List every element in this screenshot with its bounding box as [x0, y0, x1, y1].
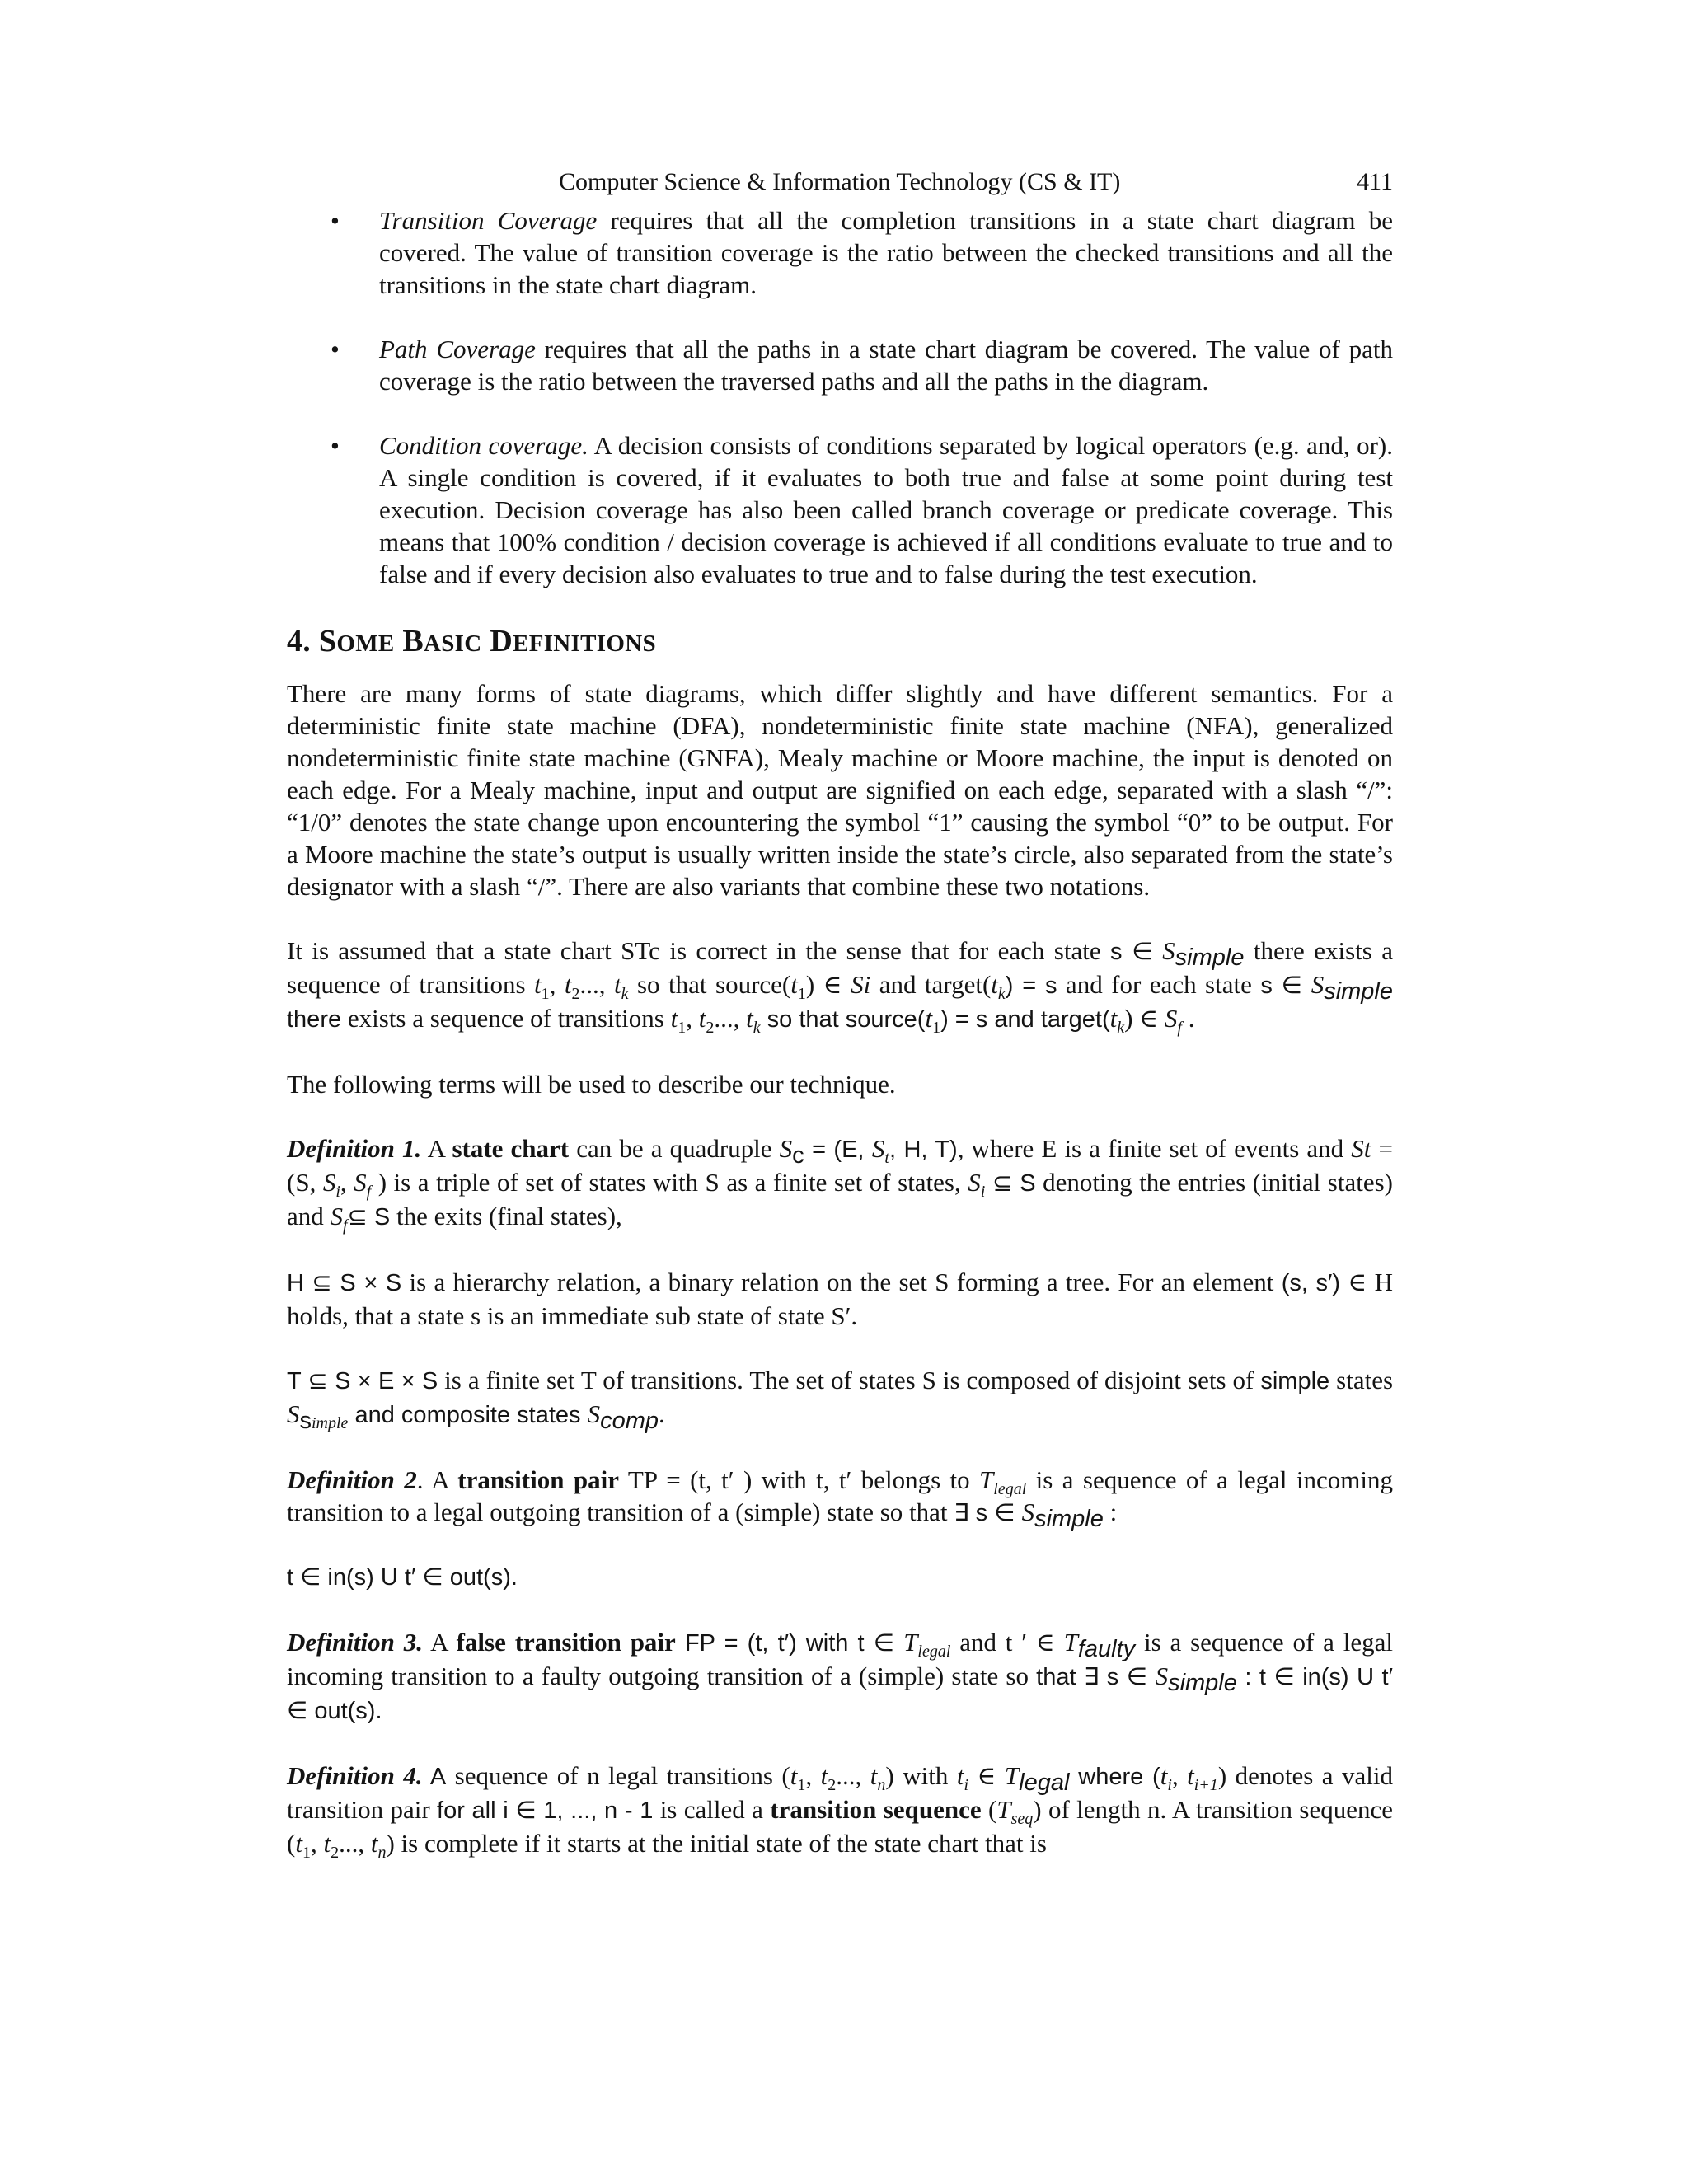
- list-item-text: requires that all the paths in a state chart diagram be covered. The value of path coverage is the ratio between the traversed paths and all the paths in the diagram.: [379, 335, 1393, 396]
- page-number: 411: [1357, 168, 1393, 195]
- bullet-icon: •: [331, 431, 340, 460]
- journal-title: Computer Science & Information Technology (CS & IT): [559, 168, 1121, 195]
- section-heading: 4. SOME BASIC DEFINITIONS: [287, 624, 656, 658]
- definition-4: Definition 4. A sequence of n legal transitions ($t_1$, $t_2$..., $t_n$) with $t_i$ ∈ $T_{legal}$ where ($t_i$, $t_{i+1}$) denotes a valid transition pair for all i ∈ 1, ..., n - 1 is called a transition sequence $(T_{seq})$ of length n. A transition sequence ($t_1$, $t_2$..., $t_n$) is complete if it starts at the initial state of the state chart that is: [287, 1761, 1394, 1863]
- list-item: [287, 333, 1393, 397]
- page-content: [287, 168, 1393, 1891]
- list-item: [287, 204, 1393, 301]
- definition-1: Definition 1. A state chart can be a quadruple $S_c = (E$, $S_t$, H, T), where E is a finite set of events and St = (S, $S_i$, $S_f$ ) is a triple of set of states with S as a finite set of states, $S_i$ ⊆ S denoting the entries (initial states) and $S_f⊆$ S the exits (final states),: [287, 1134, 1393, 1235]
- transition-set: T ⊆ S × E × S is a finite set T of transitions. The set of states S is composed of disjoint sets of simple states $S_{simple}$ and composite states $S_{comp}$.: [287, 1366, 1394, 1435]
- transition-pair-formula: t ∈ in(s) U t′ ∈ out(s).: [287, 1564, 518, 1591]
- list-item: [287, 429, 1393, 590]
- definition-2: Definition 2. A transition pair TP = (t, t′ ) with t, t′ belongs to $T_{legal}$ is a sequence of a legal incoming transition to a legal outgoing transition of a (simple) state so that ∃ s ∈ $S_{simple}$ :: [287, 1465, 1393, 1533]
- assumption-paragraph: It is assumed that a state chart STc is correct in the sense that for each state s ∈ $S_{simple}$ there exists a sequence of transitions $t_1$, $t_2$..., $t_k$ so that $source(t_1)$ ∈ Si and $target(t_k) = s$ and for each state s ∈ $S_{simple}$ there exists a sequence of transitions $t_1$, $t_2$..., $t_k$ so that $source(t_1) = s$ and $target(t_k)$ ∈ $S_f$ .: [287, 936, 1393, 1038]
- list-item-lead: Transition Coverage: [379, 206, 598, 235]
- coverage-criteria-list: [287, 204, 1393, 590]
- running-header: [287, 168, 1393, 204]
- list-item-text: A decision consists of conditions separated by logical operators (e.g. and, or). A single condition is covered, if it evaluates to both true and false at some point during test execution. Decision coverage has also been called branch coverage or predicate coverage. This means that 100% condition / decision coverage is achieved if all conditions evaluate to true and to false and if every decision also evaluates to true and to false during the test execution.: [379, 431, 1393, 588]
- intro-paragraph: There are many forms of state diagrams, which differ slightly and have different semantics. For a deterministic finite state machine (DFA), nondeterministic finite state machine (NFA), generalized nondeterministic finite state machine (GNFA), Mealy machine or Moore machine, the input is denoted on each edge. For a Mealy machine, input and output are signified on each edge, separated with a slash “/”: “1/0” denotes the state change upon encountering the symbol “1” causing the symbol “0” to be output. For a Moore machine the state’s output is usually written inside the state’s circle, also separated from the state’s designator with a slash “/”. There are also variants that combine these two notations.: [287, 679, 1393, 901]
- list-item-text: requires that all the completion transitions in a state chart diagram be covered. The value of transition coverage is the ratio between the checked transitions and all the transitions in the state chart diagram.: [379, 206, 1394, 299]
- hierarchy-relation: H ⊆ S × S is a hierarchy relation, a binary relation on the set S forming a tree. For an element (s, s′) ∈ H holds, that a state s is an immediate sub state of state S′.: [287, 1268, 1393, 1330]
- terms-intro: The following terms will be used to describe our technique.: [287, 1070, 896, 1099]
- bullet-icon: •: [331, 335, 340, 363]
- definition-3: Definition 3. A false transition pair FP = (t, t′) with t ∈ $T_{legal}$ and t ′ ∈ $T_{faulty}$ is a sequence of a legal incoming transition to a faulty outgoing transition of a (simple) state so that ∃ s ∈ $S_{simple}$ : t ∈ in(s) U t′ ∈ out(s).: [287, 1628, 1394, 1724]
- list-item-lead: Condition coverage.: [379, 431, 588, 460]
- bullet-icon: •: [331, 206, 340, 235]
- list-item-lead: Path Coverage: [379, 335, 536, 363]
